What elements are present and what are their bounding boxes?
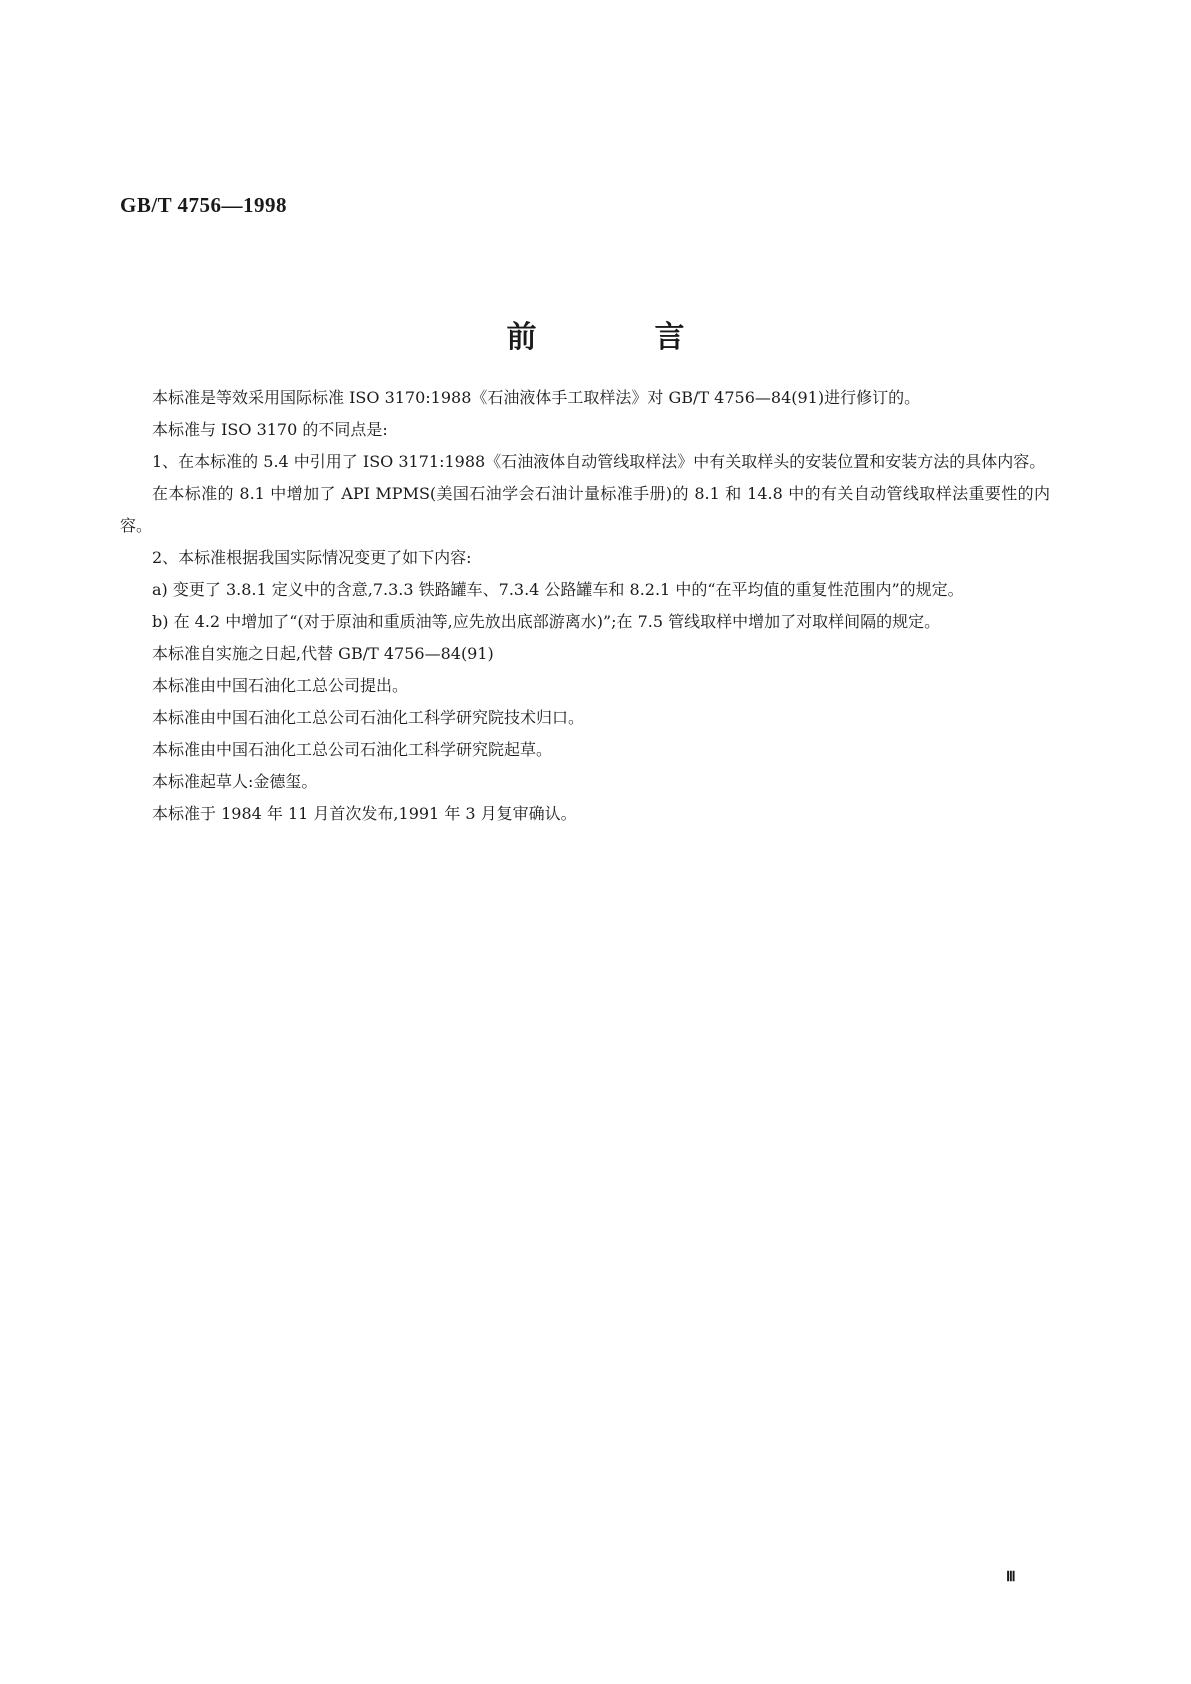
page-title: 前言 xyxy=(506,320,803,355)
paragraph-difference-2: 2、本标准根据我国实际情况变更了如下内容: xyxy=(152,548,472,567)
paragraph-difference-1: 1、在本标准的 5.4 中引用了 ISO 3171:1988《石油液体自动管线取样法》中有关取样头的安装位置和安装方法的具体内容。 xyxy=(152,452,1046,471)
page-number: Ⅲ xyxy=(1006,1570,1016,1585)
paragraph-change-b: b) 在 4.2 中增加了“(对于原油和重质油等,应先放出底部游离水)”;在 7.5 管线取样中增加了对取样间隔的规定。 xyxy=(152,612,941,631)
paragraph-technical-unit: 本标准由中国石油化工总公司石油化工科学研究院技术归口。 xyxy=(152,708,585,727)
paragraph-replaces: 本标准自实施之日起,代替 GB/T 4756—84(91) xyxy=(152,644,494,663)
paragraph-proposed-by: 本标准由中国石油化工总公司提出。 xyxy=(152,676,409,695)
paragraph-change-a: a) 变更了 3.8.1 定义中的含意,7.3.3 铁路罐车、7.3.4 公路罐车和 8.2.1 中的“在平均值的重复性范围内”的规定。 xyxy=(152,580,964,599)
paragraph-drafter: 本标准起草人:金德玺。 xyxy=(152,772,318,791)
foreword-body xyxy=(120,382,1050,830)
paragraph-publication-history: 本标准于 1984 年 11 月首次发布,1991 年 3 月复审确认。 xyxy=(152,804,577,823)
paragraph-drafted-by: 本标准由中国石油化工总公司石油化工科学研究院起草。 xyxy=(152,740,553,759)
paragraph-differences-intro: 本标准与 ISO 3170 的不同点是: xyxy=(152,420,388,439)
paragraph-difference-1-addition: 在本标准的 8.1 中增加了 API MPMS(美国石油学会石油计量标准手册)的 8.1 和 14.8 中的有关自动管线取样法重要性的内容。 xyxy=(120,484,1050,535)
document-code: GB/T 4756—1998 xyxy=(120,193,288,217)
paragraph-adoption: 本标准是等效采用国际标准 ISO 3170:1988《石油液体手工取样法》对 GB/T 4756—84(91)进行修订的。 xyxy=(152,388,921,407)
